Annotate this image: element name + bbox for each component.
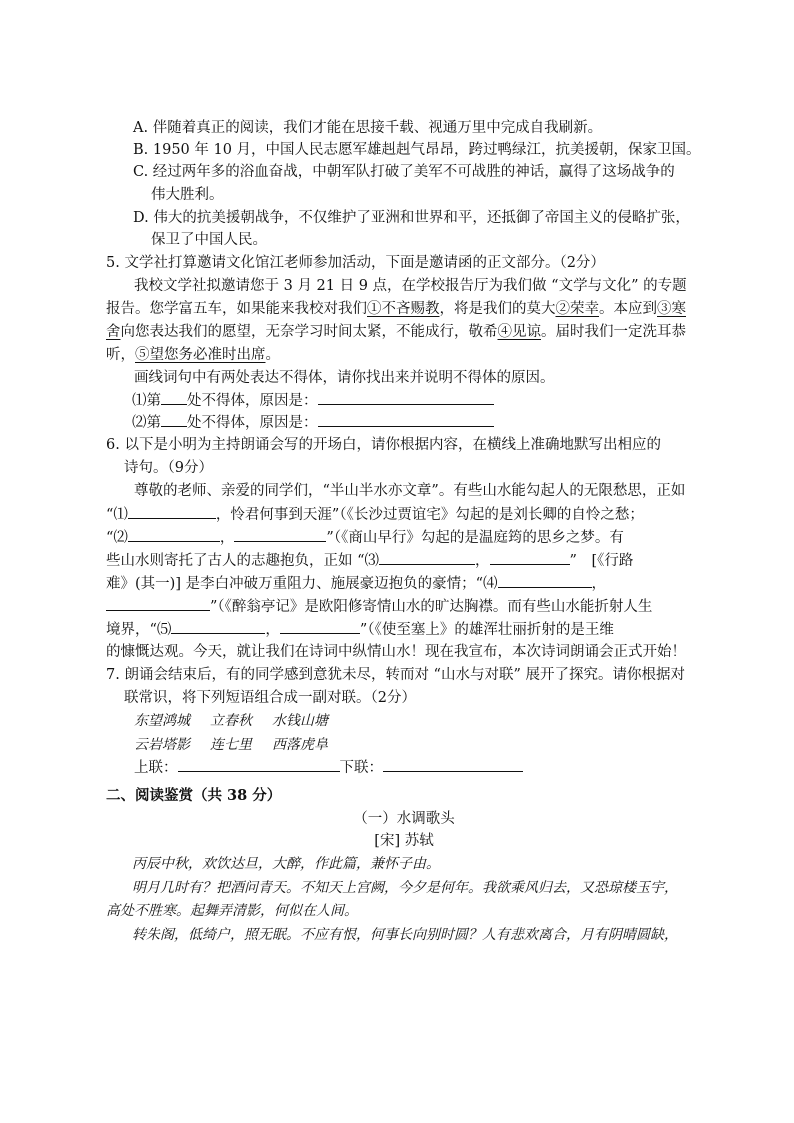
q5-text: 。届时我们一定洗耳恭 [541, 324, 686, 340]
q5-answer-label: ⑴第 [132, 393, 161, 409]
q7-stem-line1: 7. 朗诵会结束后，有的同学感到意犹未尽，转而对 “山水与对联” 展开了探究。请你根据对 [106, 667, 685, 683]
answer-blank[interactable] [318, 412, 494, 427]
poem-line2: 高处不胜寒。起舞弄清影，何似在人间。 [106, 903, 358, 919]
section-title: 二、阅读鉴赏（共 38 分） [106, 787, 282, 804]
couplet-phrase: 东望鸿城 [134, 713, 190, 729]
answer-blank[interactable] [171, 619, 265, 634]
q7-stem-line2: 联常识，将下列短语组合成一副对联。（2分） [124, 690, 416, 706]
q6-text: ， [265, 622, 280, 638]
poem-author: [宋] 苏轼 [374, 833, 434, 849]
q6-text: ”（《醉翁亭记》是欧阳修寄情山水的旷达胸襟。而有些山水能折射人生 [210, 599, 653, 615]
q6-text: “⑵ [106, 530, 128, 546]
couplet-phrase: 立春秋 [210, 713, 252, 729]
couplet-phrase: 西落虎阜 [272, 737, 328, 753]
q5-para-line1: 我校文学社拟邀请您于 3 月 21 日 9 点，在学校报告厅为我们做 “文学与文化” 的专题 [134, 278, 687, 294]
poem-preface: 丙辰中秋，欢饮达旦，大醉，作此篇，兼怀子由。 [132, 856, 440, 872]
poem-line3: 转朱阁，低绮户，照无眠。不应有恨，何事长向别时圆？人有悲欢离合，月有阴晴圆缺， [132, 927, 678, 943]
q5-stem: 5. 文学社打算邀请文化馆江老师参加活动，下面是邀请函的正文部分。（2分） [106, 255, 605, 271]
option-c-line2: 伟大胜利。 [151, 187, 224, 203]
q5-para-line2 [106, 299, 686, 319]
q6-line5 [106, 573, 606, 594]
q6-line6 [106, 596, 652, 617]
q6-line2 [106, 504, 644, 525]
option-c-line1: C. 经过两年多的浴血奋战，中朝军队打破了美军不可战胜的神话，赢得了这场战争的 [133, 164, 675, 180]
q6-text: ”（《使至塞上》的雄浑壮丽折射的是王维 [359, 622, 614, 638]
q5-instruction: 画线词句中有两处表达不得体，请你找出来并说明不得体的原因。 [134, 370, 555, 386]
option-d-line2: 保卫了中国人民。 [151, 232, 267, 248]
couplet-answer [134, 757, 523, 778]
q6-text: ， [591, 576, 606, 592]
couplet-phrases-row1 [134, 711, 328, 731]
couplet-phrases-row2 [134, 735, 328, 755]
q5-para-line3 [106, 322, 686, 342]
q6-text: 难》(其一)] 是李白冲破万重阻力、施展豪迈抱负的豪情；“⑷ [106, 576, 498, 592]
q6-line8: 的慷慨达观。今天，就让我们在诗词中纵情山水！现在我宣布，本次诗词朗诵会正式开始！ [106, 644, 686, 660]
q6-stem-line1: 6. 以下是小明为主持朗诵会写的开场白，请你根据内容，在横线上准确地默写出相应的 [106, 437, 661, 453]
underlined-phrase-1: ①不吝赐教 [367, 301, 440, 317]
poem-line1: 明月几时有？把酒问青天。不知天上宫阙，今夕是何年。我欲乘风归去，又恐琼楼玉宇， [132, 880, 678, 896]
answer-blank[interactable] [318, 390, 494, 405]
option-d-line1: D. 伟大的抗美援朝战争，不仅维护了亚洲和世界和平，还抵御了帝国主义的侵略扩张， [133, 210, 690, 226]
answer-blank[interactable] [106, 596, 210, 611]
underlined-phrase-3b: 舍 [106, 324, 121, 340]
upper-couplet-label: 上联： [134, 760, 178, 776]
lower-couplet-blank[interactable] [383, 757, 523, 772]
upper-couplet-blank[interactable] [178, 757, 340, 772]
q6-line3 [106, 527, 624, 548]
q5-text: ，将是我们的莫大 [439, 301, 556, 317]
q6-line4 [106, 550, 633, 571]
q6-line7 [106, 619, 614, 640]
answer-blank[interactable] [490, 550, 570, 565]
q6-text: 些山水则寄托了古人的志趣抱负，正如 “⑶ [106, 553, 380, 569]
q6-text: ”（《商山早行》勾起的是温庭筠的思乡之梦。有 [326, 530, 624, 546]
q5-text: 报告。您学富五车，如果能来我校对我们 [106, 301, 367, 317]
q6-stem-line2: 诗句。（9分） [124, 460, 213, 476]
q5-answer-label: 处不得体，原因是： [187, 415, 318, 431]
poem-title: （一）水调歌头 [353, 811, 455, 827]
answer-blank[interactable] [128, 527, 220, 542]
q6-text: ，怜君何事到天涯”（《长沙过贾谊宅》勾起的是刘长卿的自怜之愁； [215, 507, 644, 523]
answer-blank[interactable] [234, 527, 326, 542]
q5-answer-1 [132, 390, 494, 411]
q6-text: ” [《行路 [569, 553, 634, 569]
q5-answer-2 [132, 412, 494, 433]
answer-blank[interactable] [379, 550, 475, 565]
q6-text: ， [475, 553, 490, 569]
underlined-phrase-3a: ③寒 [657, 301, 686, 317]
answer-blank[interactable] [280, 619, 360, 634]
q5-answer-label: ⑵第 [132, 415, 161, 431]
q5-text: 。本应到 [599, 301, 657, 317]
couplet-phrase: 水钱山塘 [272, 713, 328, 729]
q6-text: 境界，“⑸ [106, 622, 172, 638]
q5-text: 。 [265, 347, 280, 363]
q5-text: 向您表达我们的愿望，无奈学习时间太紧，不能成行，敬希 [120, 324, 498, 340]
q5-text: 听， [106, 347, 135, 363]
q5-para-line4 [106, 345, 280, 365]
couplet-phrase: 连七里 [210, 737, 252, 753]
option-a: A. 伴随着真正的阅读，我们才能在思接千载、视通万里中完成自我刷新。 [133, 120, 603, 136]
underlined-phrase-2: ②荣幸 [555, 301, 599, 317]
q5-answer-label: 处不得体，原因是： [187, 393, 318, 409]
answer-blank[interactable] [498, 573, 592, 588]
q6-text: ， [219, 530, 235, 546]
underlined-phrase-4: ④见谅 [497, 324, 541, 340]
q6-line1: 尊敬的老师、亲爱的同学们，“半山半水亦文章”。有些山水能勾起人的无限愁思，正如 [134, 483, 686, 499]
q6-text: “⑴ [106, 507, 128, 523]
couplet-phrase: 云岩塔影 [134, 737, 190, 753]
answer-blank[interactable] [128, 504, 216, 519]
option-b: B. 1950 年 10 月，中国人民志愿军雄赳赳气昂昂，跨过鸭绿江，抗美援朝，保家卫国。 [133, 142, 701, 158]
underlined-phrase-5: ⑤望您务必准时出席 [135, 347, 266, 363]
answer-blank[interactable] [161, 390, 187, 405]
answer-blank[interactable] [161, 412, 187, 427]
lower-couplet-label: 下联： [339, 760, 383, 776]
